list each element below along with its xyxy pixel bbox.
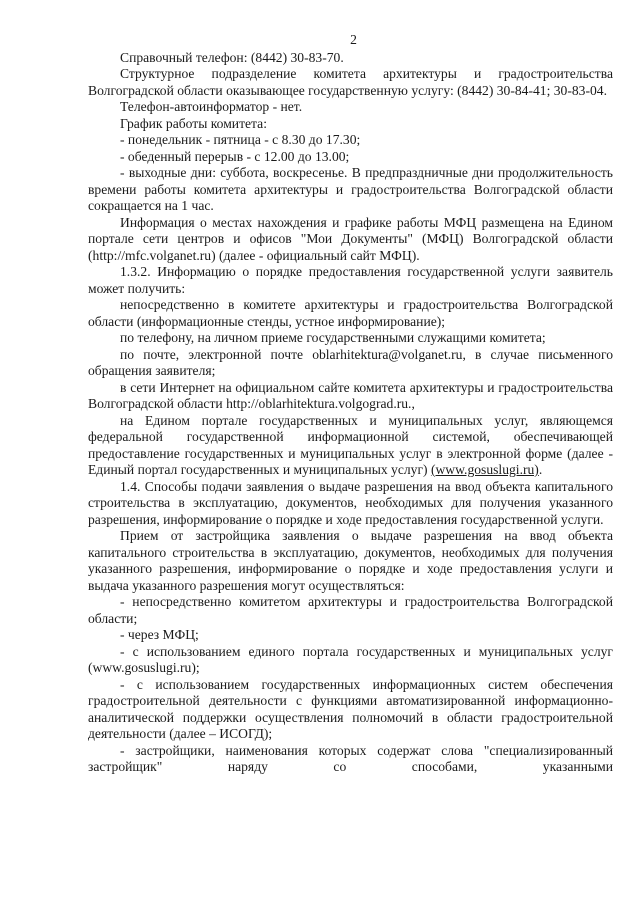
method-portal: - с использованием единого портала государственных и муниципальных услуг (www.gosuslugi.ru); bbox=[88, 643, 613, 675]
info-unified-portal-end: . bbox=[538, 462, 543, 477]
schedule-lunch: - обеденный перерыв - с 12.00 до 13.00; bbox=[120, 148, 350, 164]
gosuslugi-link[interactable]: (www.gosuslugi.ru) bbox=[430, 462, 539, 477]
reference-phone: Справочный телефон: (8442) 30-83-70. bbox=[120, 49, 344, 65]
method-isogd: - с использованием государственных информационных систем обеспечения градостроительной деятельности с функциями автоматизированной информационно-аналитической поддержки осуществления полномочий в области градостроительной деятельности (далее – ИСОГД); bbox=[88, 676, 613, 741]
section-1-4: 1.4. Способы подачи заявления о выдаче разрешения на ввод объекта капитального строительства в эксплуатацию, документов, необходимых для получения указанного разрешения, информирование о порядке и ходе предоставления государственной услуги. bbox=[88, 478, 613, 527]
acceptance-intro: Прием от застройщика заявления о выдаче разрешения на ввод объекта капитального строительства в эксплуатацию, документов, необходимых для получения указанного разрешения, информирование о порядке и ходе предоставления услуги и выдача указанного разрешения могут осуществляться: bbox=[88, 528, 613, 593]
info-directly: непосредственно в комитете архитектуры и градостроительства Волгоградской области (информационные стенды, устное информирование); bbox=[88, 297, 613, 329]
schedule-weekdays: - понедельник - пятница - с 8.30 до 17.30; bbox=[120, 132, 361, 147]
info-website: в сети Интернет на официальном сайте комитета архитектуры и градостроительства Волгоградской области http://oblarhitektura.volgograd.ru., bbox=[88, 379, 613, 411]
info-unified-portal-text: на Едином портале государственных и муниципальных услуг, являющемся федеральной государственной информационной системой, обеспечивающей предоставление государственных и муниципальных услуг в электронной форме (далее - Единый портал государственных и муниципальных услуг) bbox=[88, 412, 613, 477]
method-committee: - непосредственно комитетом архитектуры и градостроительства Волгоградской области; bbox=[88, 594, 613, 626]
page-number: 2 bbox=[350, 32, 357, 47]
section-1-3-2: 1.3.2. Информацию о порядке предоставления государственной услуги заявитель может получить: bbox=[88, 264, 613, 296]
method-mfc: - через МФЦ; bbox=[120, 627, 199, 642]
mfc-info: Информация о местах нахождения и графике работы МФЦ размещена на Едином портале сети центров и офисов "Мои Документы" (МФЦ) Волгоградской области (http://mfc.volganet.ru) (далее - официальный сайт МФЦ). bbox=[88, 214, 613, 263]
autoinformer: Телефон-автоинформатор - нет. bbox=[120, 99, 303, 114]
schedule-weekends: - выходные дни: суббота, воскресенье. В предпраздничные дни продолжительность времени работы комитета архитектуры и градостроительства Волгоградской области сокращается на 1 час. bbox=[88, 165, 613, 213]
department-phones: Структурное подразделение комитета архитектуры и градостроительства Волгоградской области оказывающее государственную услугу: (8442) 30-84-41; 30-83-04. bbox=[88, 66, 613, 98]
info-mail: по почте, электронной почте oblarhitektura@volganet.ru, в случае письменного обращения заявителя; bbox=[88, 346, 613, 378]
info-unified-portal bbox=[88, 413, 613, 479]
schedule-heading: График работы комитета: bbox=[120, 115, 267, 131]
info-phone: по телефону, на личном приеме государственными служащими комитета; bbox=[120, 330, 546, 345]
method-developers: - застройщики, наименования которых содержат слова "специализированный застройщик" наряду со способами, указанными bbox=[88, 742, 613, 774]
